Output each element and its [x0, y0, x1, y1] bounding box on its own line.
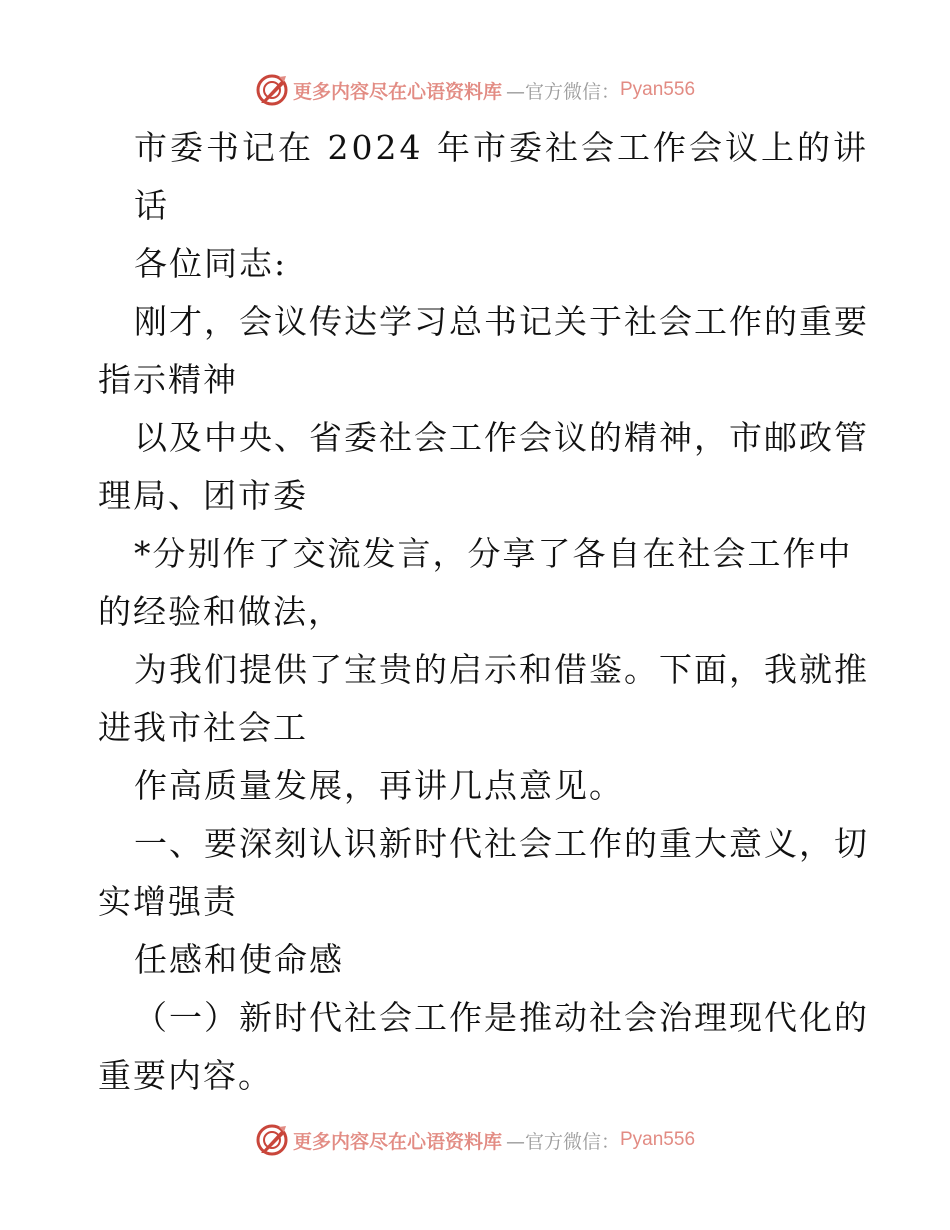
paragraph-line: 指示精神: [98, 360, 238, 399]
document-title-continued: 话: [134, 186, 169, 225]
paragraph-line: 的经验和做法，: [98, 592, 343, 631]
watermark-wechat-id: Pyan556: [620, 79, 696, 100]
section-heading: 一、要深刻认识新时代社会工作的重大意义，切: [134, 824, 869, 863]
quill-logo-icon: [255, 1123, 289, 1157]
footer-watermark: [0, 1120, 950, 1160]
paragraph-line: 作高质量发展，再讲几点意见。: [134, 766, 624, 805]
paragraph-line: *分别作了交流发言，分享了各自在社会工作中: [134, 534, 853, 573]
section-heading-continued: 实增强责: [98, 882, 238, 921]
watermark-separator: —官方微信：: [505, 1130, 620, 1153]
watermark-text: 更多内容尽在心语资料库: [292, 80, 502, 103]
paragraph-line: 为我们提供了宝贵的启示和借鉴。下面，我就推: [134, 650, 869, 689]
section-heading-continued: 任感和使命感: [134, 940, 344, 979]
watermark-wechat-id: Pyan556: [620, 1129, 696, 1150]
document-title: 市委书记在 2024 年市委社会工作会议上的讲: [134, 128, 869, 167]
watermark-text: 更多内容尽在心语资料库: [292, 1130, 502, 1153]
paragraph-line: 进我市社会工: [98, 708, 308, 747]
watermark-separator: —官方微信：: [505, 80, 620, 103]
subsection-heading: （一）新时代社会工作是推动社会治理现代化的: [134, 998, 869, 1037]
paragraph-line: 刚才，会议传达学习总书记关于社会工作的重要: [134, 302, 869, 341]
salutation: 各位同志:: [134, 244, 288, 283]
subsection-heading-continued: 重要内容。: [98, 1056, 273, 1095]
paragraph-line: 理局、团市委: [98, 476, 308, 515]
paragraph-line: 以及中央、省委社会工作会议的精神，市邮政管: [134, 418, 869, 457]
